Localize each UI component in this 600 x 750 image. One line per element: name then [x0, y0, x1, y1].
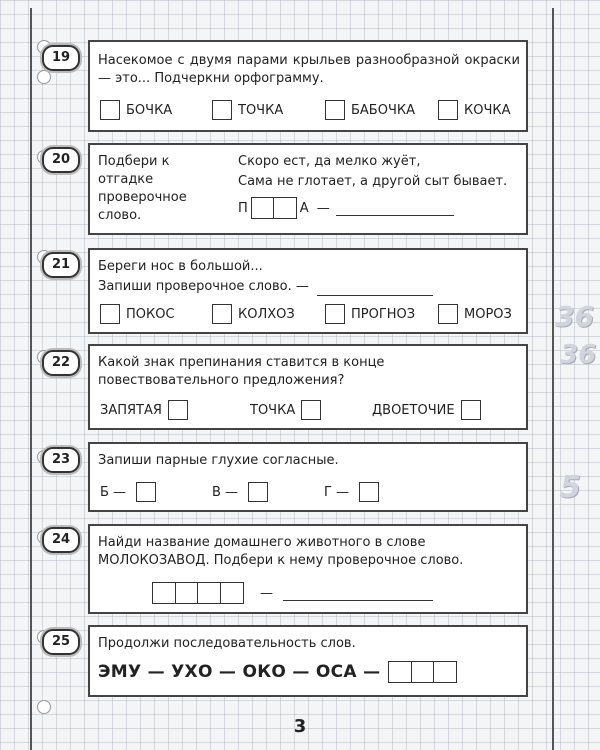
checkbox[interactable] — [212, 304, 232, 324]
task-24-answer: — — [152, 582, 433, 604]
task-23-pair-3[interactable]: Г — — [324, 482, 379, 502]
task-21-text-1: Береги нос в большой... — [98, 259, 263, 274]
answer-line[interactable] — [336, 201, 454, 216]
letter-cell[interactable] — [197, 582, 221, 604]
task-20 — [88, 143, 528, 235]
letter-cell[interactable] — [411, 661, 435, 683]
task-19-option-1[interactable]: БОЧКА — [100, 100, 172, 120]
checkbox[interactable] — [301, 400, 321, 420]
task-22 — [88, 344, 528, 430]
answer-box[interactable] — [136, 482, 156, 502]
checkbox[interactable] — [100, 100, 120, 120]
task-22-text: Какой знак препинания ставится в конце повествовательного предложения? — [98, 355, 385, 388]
task-20-answer: П А — — [238, 197, 454, 219]
task-23-badge: 23 — [42, 447, 80, 473]
letter-cell[interactable] — [388, 661, 412, 683]
task-23-text: Запиши парные глухие согласные. — [98, 453, 339, 468]
task-25-text: Продолжи последовательность слов. — [98, 636, 356, 651]
letter-cell[interactable] — [433, 661, 457, 683]
task-25 — [88, 625, 528, 697]
answer-line[interactable] — [283, 586, 433, 601]
task-21 — [88, 248, 528, 334]
task-20-riddle-line-1: Скоро ест, да мелко жуёт, — [238, 154, 421, 169]
task-19 — [88, 40, 528, 132]
letter-cell[interactable] — [273, 197, 297, 219]
task-20-badge: 20 — [42, 147, 80, 173]
task-20-riddle-line-2: Сама не глотает, а другой сыт бывает. — [238, 174, 508, 189]
task-19-option-4[interactable]: КОЧКА — [438, 100, 511, 120]
page-number: 3 — [293, 716, 307, 737]
task-21-option-1[interactable]: ПОКОС — [100, 304, 175, 324]
checkbox[interactable] — [212, 100, 232, 120]
checkbox[interactable] — [325, 100, 345, 120]
letter-cell[interactable] — [152, 582, 176, 604]
letter-cell[interactable] — [251, 197, 275, 219]
letter-cell[interactable] — [220, 582, 244, 604]
task-25-badge: 25 — [42, 629, 80, 655]
checkbox[interactable] — [168, 400, 188, 420]
task-19-badge: 19 — [42, 45, 80, 71]
checkbox[interactable] — [438, 100, 458, 120]
letter-cell[interactable] — [175, 582, 199, 604]
answer-line[interactable] — [317, 281, 433, 296]
checkbox[interactable] — [325, 304, 345, 324]
task-21-badge: 21 — [42, 252, 80, 278]
answer-box[interactable] — [359, 482, 379, 502]
task-19-option-3[interactable]: БАБОЧКА — [325, 100, 415, 120]
answer-box[interactable] — [248, 482, 268, 502]
task-23-pair-2[interactable]: В — — [212, 482, 268, 502]
task-21-option-2[interactable]: КОЛХОЗ — [212, 304, 295, 324]
checkbox[interactable] — [438, 304, 458, 324]
checkbox[interactable] — [100, 304, 120, 324]
checkbox[interactable] — [461, 400, 481, 420]
task-19-option-2[interactable]: ТОЧКА — [212, 100, 283, 120]
task-23 — [88, 442, 528, 512]
decor-number-b: 36 — [560, 340, 597, 370]
task-24 — [88, 524, 528, 614]
task-20-instruction: Подбери к отгадке проверочное слово. — [98, 154, 187, 223]
task-25-answer — [98, 661, 456, 683]
task-22-badge: 22 — [42, 350, 80, 376]
task-19-text: Насекомое с двумя парами крыльев разнообразной окраски — это... Подчеркни орфограмму. — [98, 53, 520, 86]
task-25-sequence: ЭМУ — УХО — ОКО — ОСА — — [98, 662, 381, 682]
task-24-badge: 24 — [42, 527, 80, 553]
decor-number-a: 36 — [555, 300, 594, 333]
task-22-option-2[interactable]: ТОЧКА — [250, 400, 321, 420]
task-23-pair-1[interactable]: Б — — [100, 482, 156, 502]
task-21-text-2: Запиши проверочное слово. — — [98, 279, 309, 294]
task-21-option-3[interactable]: ПРОГНОЗ — [325, 304, 415, 324]
task-21-option-4[interactable]: МОРОЗ — [438, 304, 512, 324]
task-24-text: Найди название домашнего животного в слове МОЛОКОЗАВОД. Подбери к нему проверочное слово. — [98, 535, 464, 568]
task-22-option-1[interactable]: ЗАПЯТАЯ — [100, 400, 188, 420]
task-22-option-3[interactable]: ДВОЕТОЧИЕ — [372, 400, 481, 420]
decor-number-c: 5 — [560, 470, 581, 505]
